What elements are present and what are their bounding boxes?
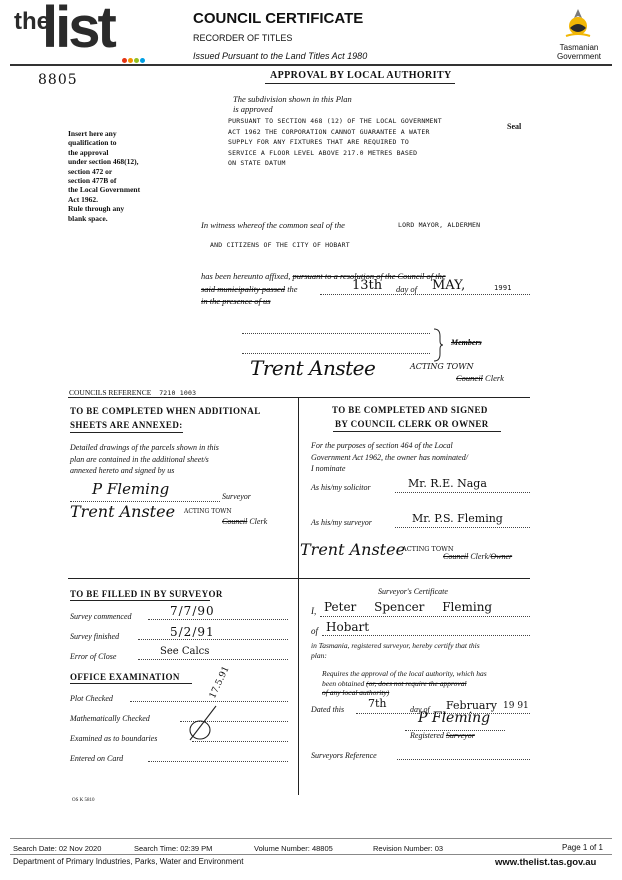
councils-reference-value: 7210 1003 — [159, 389, 197, 397]
surveyor-fill-heading-underline — [70, 600, 210, 601]
surveyors-reference-label: Surveyors Reference — [311, 751, 377, 760]
annexed-heading-2: SHEETS ARE ANNEXED: — [70, 420, 183, 430]
margin-note-line-4: under section 468(12), — [68, 157, 139, 167]
council-struck: Council — [456, 373, 483, 383]
surveyor-fill-heading: TO BE FILLED IN BY SURVEYOR — [70, 589, 223, 599]
typed-line-2: ACT 1962 THE CORPORATION CANNOT GUARANTEE A WATER — [228, 127, 430, 136]
surveyor-cert-heading: Surveyor's Certificate — [378, 587, 448, 596]
clerk-owner-acting-town: ACTING TOWN — [402, 545, 454, 553]
survey-finished-line — [138, 639, 288, 640]
government-line-2: Government — [556, 52, 602, 61]
clerk-owner-owner-struck: Owner — [490, 552, 513, 561]
approval-heading-underline — [265, 83, 455, 84]
certificate-title: COUNCIL CERTIFICATE — [193, 10, 364, 27]
clerk-owner-clerk: Clerk/ — [470, 552, 491, 561]
annexed-clerk-label: Clerk — [249, 517, 268, 526]
margin-note-line-5: section 472 or — [68, 166, 113, 176]
clerk-owner-heading-1: TO BE COMPLETED AND SIGNED — [332, 405, 488, 415]
affixed-text: has been hereunto affixed, — [201, 271, 291, 281]
clerk-label-line — [456, 373, 504, 383]
presence-struck: in the presence of us — [201, 296, 271, 306]
councils-reference — [69, 388, 196, 397]
annexed-text-line-1: Detailed drawings of the parcels shown in this — [70, 443, 219, 452]
header-divider — [10, 64, 612, 66]
clerk-owner-text — [311, 440, 468, 475]
certificate-subtitle: RECORDER OF TITLES — [193, 33, 293, 43]
search-date: Search Date: 02 Nov 2020 — [13, 844, 102, 853]
members-brace-icon — [432, 328, 444, 362]
annexed-clerk-label-line — [222, 517, 267, 526]
approval-day-of: day of — [396, 284, 418, 294]
surveyor-cert-statement-line-2: plan: — [311, 651, 327, 660]
surveyor-cert-of: of — [311, 626, 319, 636]
surveyor-cert-name-line — [320, 616, 530, 617]
margin-note-line-9: Rule through any — [68, 204, 125, 214]
surveyor-cert-name: Peter Spencer Fleming — [324, 600, 493, 614]
affixed-date-line — [320, 294, 530, 295]
clerk-title-block — [410, 362, 473, 371]
witness-typed-1: LORD MAYOR, ALDERMEN — [398, 221, 481, 229]
solicitor-value: Mr. R.E. Naga — [408, 477, 487, 490]
math-checked-label: Mathematically Checked — [70, 714, 150, 723]
clerk-owner-title-line — [443, 552, 512, 561]
subdivision-line-2: is approved — [233, 104, 273, 114]
survey-commenced-label: Survey commenced — [70, 612, 132, 621]
surveyor-cert-req-line-1: Requires the approval of the local authority, which has — [322, 669, 487, 678]
margin-note-line-7: the Local Government — [68, 185, 141, 195]
acting-handwritten: ACTING TOWN — [410, 362, 474, 371]
seal-label: Seal — [507, 122, 522, 131]
surveyor-cert-signature: P Fleming — [418, 710, 491, 726]
entered-on-card-label: Entered on Card — [70, 754, 124, 763]
certificate-act-line: Issued Pursuant to the Land Titles Act 1980 — [193, 51, 368, 61]
annexed-surveyor-label: Surveyor — [222, 492, 251, 501]
clerk-signature: Trent Anstee — [250, 356, 376, 380]
affixed-struck-text-1: pursuant to a resolution of the Council of the — [292, 271, 446, 281]
registered-surveyor-struck: Surveyor — [445, 731, 475, 740]
footer-top-rule — [10, 838, 612, 839]
dated-month: February — [446, 699, 497, 712]
survey-finished-label: Survey finished — [70, 632, 120, 641]
approval-year: 1991 — [494, 284, 512, 292]
survey-commenced-value: 7/7/90 — [170, 604, 215, 618]
clerk-surveyor-label: As his/my surveyor — [311, 518, 372, 527]
clerk-owner-text-line-3: I nominate — [311, 464, 346, 473]
government-name — [548, 43, 610, 61]
exam-check-date: 17.5.91 — [208, 664, 232, 701]
tasmanian-government-crest-icon — [560, 6, 596, 42]
dated-year: 19 91 — [503, 701, 529, 711]
surveyors-reference-line — [397, 759, 530, 760]
logo-dot-blue — [140, 58, 145, 63]
margin-note-line-8: Act 1962. — [68, 194, 98, 204]
solicitor-line — [395, 492, 530, 493]
annexed-text-line-2: plan are contained in the additional sheet/s — [70, 454, 209, 464]
clerk-label: Clerk — [485, 373, 504, 383]
clerk-owner-heading-2: BY COUNCIL CLERK OR OWNER — [335, 419, 489, 429]
typed-line-4: SERVICE A FLOOR LEVEL ABOVE 217.0 METRES BASED — [228, 148, 418, 157]
surveyor-cert-req-struck-a: (or, does not require the approval — [366, 678, 467, 688]
dated-label: Dated this — [311, 705, 345, 714]
surveyor-cert-req-line-3: of any local authority) — [322, 688, 390, 697]
surveyor-cert-requirement — [322, 669, 487, 698]
surveyor-cert-statement-line-1: in Tasmania, registered surveyor, hereby certify that this — [311, 641, 480, 650]
annexed-clerk-signature: Trent Anstee — [70, 502, 176, 521]
approval-day-handwritten: 13th — [352, 278, 383, 293]
annexed-heading-1: TO BE COMPLETED WHEN ADDITIONAL — [70, 406, 261, 416]
typed-line-5: ON STATE DATUM — [228, 159, 286, 167]
registered-label-line — [410, 731, 475, 740]
margin-note — [68, 129, 140, 223]
clerk-surveyor-value: Mr. P.S. Fleming — [412, 512, 503, 525]
surveyor-cert-place-line — [322, 635, 530, 636]
approval-qualification-typed — [228, 116, 442, 169]
surveyor-cert-i: I, — [311, 606, 317, 616]
solicitor-label: As his/my solicitor — [311, 483, 371, 492]
typed-line-3: SUPPLY FOR ANY FIXTURES THAT ARE REQUIRED TO — [228, 138, 409, 146]
logo-the-text: the — [14, 8, 50, 35]
footer-mid-rule — [10, 854, 612, 855]
plot-checked-label: Plot Checked — [70, 694, 113, 703]
surveyor-cert-statement — [311, 641, 480, 661]
logo-dot-orange — [128, 58, 133, 63]
exam-check-initials-icon — [186, 700, 220, 744]
section-center-rule — [298, 397, 299, 795]
office-exam-heading: OFFICE EXAMINATION — [70, 672, 180, 682]
member-line-1 — [242, 333, 430, 334]
annexed-text-line-3: annexed hereto and signed by us — [70, 466, 175, 475]
website-url: www.thelist.tas.gov.au — [495, 857, 597, 868]
councils-reference-label: COUNCILS REFERENCE — [69, 388, 152, 397]
margin-note-line-10: blank space. — [68, 213, 108, 223]
margin-note-line-2: qualification to — [68, 138, 117, 148]
annexed-council-struck: Council — [222, 517, 248, 526]
clerk-owner-text-line-1: For the purposes of section 464 of the Local — [311, 441, 453, 450]
surveyor-cert-req-line-2 — [322, 679, 487, 689]
office-exam-heading-underline — [70, 683, 192, 684]
witness-typed-2: AND CITIZENS OF THE CITY OF HOBART — [210, 241, 350, 249]
clerk-owner-text-line-2: Government Act 1962, the owner has nominated/ — [311, 452, 468, 462]
affixed-line-2 — [201, 284, 298, 294]
folio-number: 8805 — [38, 72, 78, 88]
logo-dot-green — [134, 58, 139, 63]
error-of-close-value: See Calcs — [160, 646, 210, 657]
witness-prefix: In witness whereof the common seal of the — [201, 220, 345, 230]
clerk-owner-heading-underline — [333, 431, 501, 432]
typed-line-1: PURSUANT TO SECTION 468 (12) OF THE LOCAL GOVERNMENT — [228, 117, 442, 125]
search-time: Search Time: 02:39 PM — [134, 844, 213, 853]
surveyor-cert-req-obtained: been obtained — [322, 678, 365, 688]
clerk-owner-signature: Trent Anstee — [300, 540, 406, 559]
government-line-1: Tasmanian — [559, 43, 599, 52]
annexed-surveyor-signature: P Fleming — [92, 480, 170, 498]
margin-note-line-3: the approval — [68, 147, 109, 157]
department-name: Department of Primary Industries, Parks, Water and Environment — [13, 857, 244, 866]
subdivision-line-1: The subdivision shown in this Plan — [233, 94, 352, 104]
affixed-the: the — [287, 284, 298, 294]
affixed-struck-text-2: said municipality passed — [201, 284, 286, 294]
dated-day-of: day of — [410, 705, 430, 714]
survey-commenced-line — [148, 619, 288, 620]
member-line-2 — [242, 353, 430, 354]
members-label: Members — [451, 338, 482, 347]
clerk-owner-council-struck: Council — [443, 552, 469, 561]
margin-note-line-1: Insert here any — [68, 129, 117, 138]
annexed-heading-underline — [70, 432, 183, 433]
affixed-line-1 — [201, 271, 446, 281]
section-top-rule — [68, 397, 530, 398]
entered-on-card-line — [148, 761, 288, 762]
annexed-text — [70, 442, 219, 477]
section-middle-rule — [68, 578, 530, 579]
form-code: OS K 5810 — [72, 798, 95, 803]
error-of-close-line — [138, 659, 288, 660]
dated-day: 7th — [368, 697, 387, 710]
registered-label: Registered — [410, 731, 444, 740]
volume-number: Volume Number: 48805 — [254, 844, 333, 853]
error-of-close-label: Error of Close — [70, 652, 117, 661]
survey-finished-value: 5/2/91 — [170, 625, 215, 639]
margin-note-line-6: section 477B of — [68, 176, 117, 186]
approval-heading: APPROVAL BY LOCAL AUTHORITY — [270, 70, 452, 81]
logo-list-text: list — [42, 0, 114, 60]
surveyor-cert-place: Hobart — [326, 620, 370, 634]
page-count: Page 1 of 1 — [562, 843, 603, 852]
approval-month-handwritten: MAY, — [432, 278, 466, 293]
annexed-acting-town: ACTING TOWN — [184, 508, 232, 515]
logo-dot-red — [122, 58, 127, 63]
examined-boundaries-label: Examined as to boundaries — [70, 734, 158, 743]
revision-number: Revision Number: 03 — [373, 844, 444, 853]
clerk-surveyor-line — [395, 527, 530, 528]
